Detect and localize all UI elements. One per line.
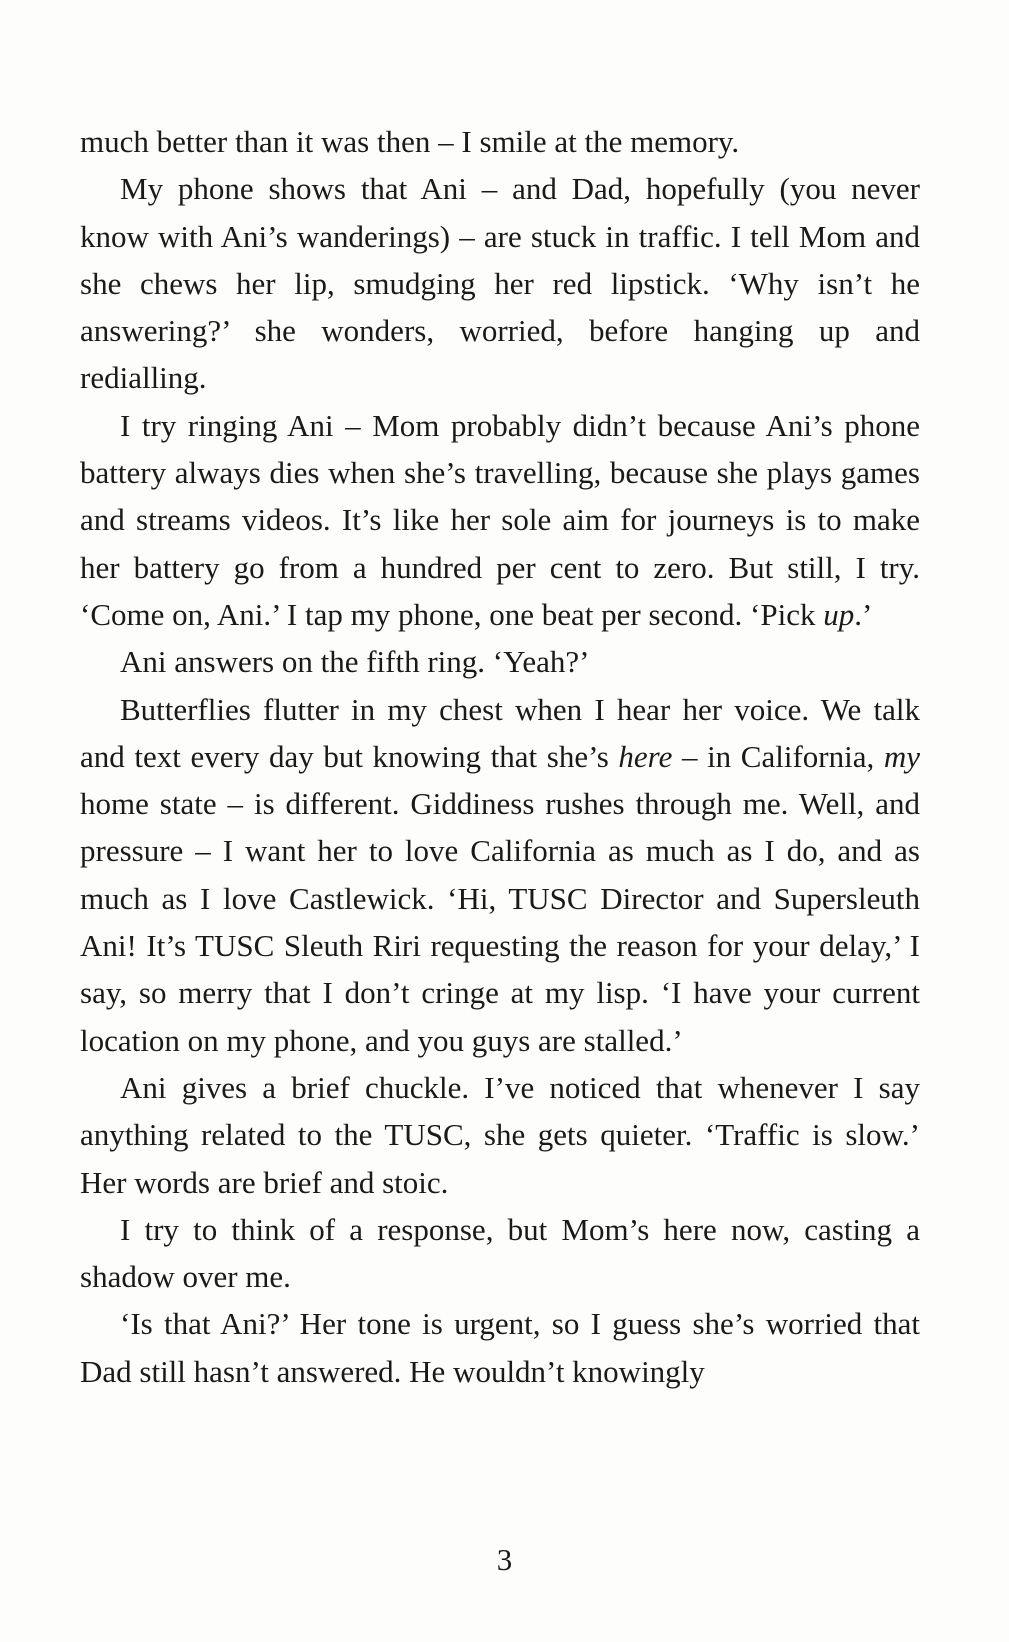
page-number: 3 [496,1542,513,1577]
italic-span: my [883,738,920,774]
paragraph-7 [80,1206,920,1301]
text-span: .’ [854,596,873,632]
text-span: – in California, [672,738,884,774]
italic-span: up [823,596,855,632]
italic-span: here [618,738,673,774]
paragraph-3 [80,402,920,638]
paragraph-6 [80,1064,920,1206]
text-span: ‘Is that Ani?’ Her tone is urgent, so I guess she’s worried that Dad still hasn’t answered. He wouldn’t knowingly [80,1306,920,1389]
text-span: I try to think of a response, but Mom’s here now, casting a shadow over me. [80,1211,920,1295]
text-span: Ani answers on the fifth ring. ‘Yeah?’ [120,644,590,680]
text-span: I try ringing Ani – Mom probably didn’t because Ani’s phone battery always dies when she’s travelling, because she plays games and streams videos. It’s like her sole aim for journeys is to make her battery go from a hundred per cent to zero. But still, I try. ‘Come on, Ani.’ I tap my phone, one beat per second. ‘Pick [80,407,920,632]
paragraph-8 [80,1300,920,1395]
text-span: Butterflies flutter in my chest when I hear her voice. We talk and text every day but knowing that she’s [80,691,920,774]
paragraph-2 [80,165,920,401]
text-span: much better than it was then – I smile at the memory. [80,124,740,159]
paragraph-4 [80,638,920,685]
paragraph-1 [80,118,920,165]
paragraph-5 [80,686,920,1064]
text-span: Ani gives a brief chuckle. I’ve noticed that whenever I say anything related to the TUSC, she gets quieter. ‘Traffic is slow.’ Her words are brief and stoic. [80,1069,920,1200]
text-span: home state – is different. Giddiness rushes through me. Well, and pressure – I want her to love California as much as I do, and as much as I love Castlewick. ‘Hi, TUSC Director and Supersleuth Ani! It’s TUSC Sleuth Riri requesting the reason for your delay,’ I say, so merry that I don’t cringe at my lisp. ‘I have your current location on my phone, and you guys are stalled.’ [80,786,920,1058]
page-body [80,118,920,1395]
text-span: My phone shows that Ani – and Dad, hopefully (you never know with Ani’s wanderings) – are stuck in traffic. I tell Mom and she chews her lip, smudging her red lipstick. ‘Why isn’t he answering?’ she wonders, worried, before hanging up and redialling. [80,171,920,396]
